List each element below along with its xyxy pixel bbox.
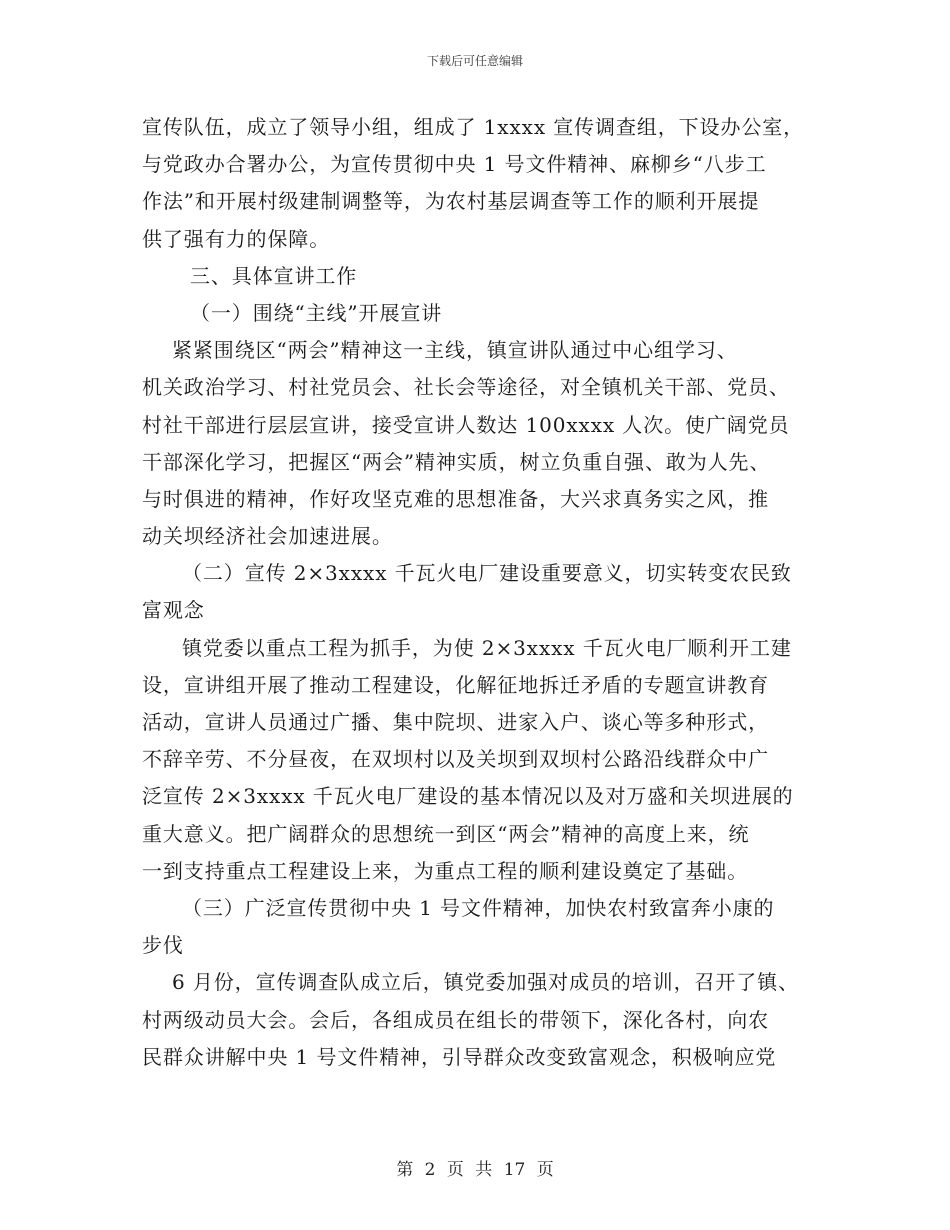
- text-line: 动关坝经济社会加速进展。: [142, 524, 393, 549]
- text-line: 与时俱进的精神，作好攻坚克难的思想准备，大兴求真务实之风，推: [142, 486, 769, 511]
- text-line: 与党政办合署办公，为宣传贯彻中央 1 号文件精神、麻柳乡“八步工: [142, 152, 767, 177]
- page-header-note: 下载后可任意编辑: [426, 54, 523, 68]
- text-line: 泛宣传 2×3xxxx 千瓦火电厂建设的基本情况以及对万盛和关坝进展的: [142, 784, 794, 809]
- text-line: 紧紧围绕区“两会”精神这一主线，镇宣讲队通过中心组学习、: [172, 338, 738, 363]
- text-line: 干部深化学习，把握区“两会”精神实质，树立负重自强、敢为人先、: [142, 449, 771, 474]
- text-line: 不辞辛劳、不分昼夜，在双坝村以及关坝到双坝村公路沿线群众中广: [142, 747, 769, 772]
- text-line: 机关政治学习、村社党员会、社长会等途径，对全镇机关干部、党员、: [142, 375, 790, 400]
- text-line: 6 月份，宣传调查队成立后，镇党委加强对成员的培训，召开了镇、: [172, 970, 799, 995]
- section-heading: 三、具体宣讲工作: [190, 263, 358, 288]
- text-line: 镇党委以重点工程为抓手，为使 2×3xxxx 千瓦火电厂顺利开工建: [182, 635, 792, 660]
- text-line: 作法”和开展村级建制调整等，为农村基层调查等工作的顺利开展提: [142, 189, 760, 214]
- text-line: 民群众讲解中央 1 号文件精神，引导群众改变致富观念，积极响应党: [142, 1044, 777, 1069]
- text-line: 供了强有力的保障。: [142, 226, 331, 251]
- subsection-heading-cont: 步伐: [142, 933, 184, 958]
- text-line: 村社干部进行层层宣讲，接受宣讲人数达 100xxxx 人次。使广阔党员: [142, 412, 790, 437]
- text-line: 宣传队伍，成立了领导小组，组成了 1xxxx 宣传调查组，下设办公室，: [142, 115, 805, 139]
- subsection-heading: （二）宣传 2×3xxxx 千瓦火电厂建设重要意义，切实转变农民致: [182, 561, 792, 586]
- text-line: 一到支持重点工程建设上来，为重点工程的顺利建设奠定了基础。: [142, 858, 749, 883]
- text-line: 设，宣讲组开展了推动工程建设，化解征地拆迁矛盾的专题宣讲教育: [142, 672, 769, 697]
- text-line: 重大意义。把广阔群众的思想统一到区“两会”精神的高度上来，统: [142, 821, 750, 846]
- page-number-footer: 第 2 页 共 17 页: [396, 1160, 554, 1180]
- text-line: 村两级动员大会。会后，各组成员在组长的带领下，深化各村，向农: [142, 1007, 769, 1032]
- subsection-heading: （一）围绕“主线”开展宣讲: [190, 300, 443, 325]
- subsection-heading: （三）广泛宣传贯彻中央 1 号文件精神，加快农村致富奔小康的: [182, 895, 775, 920]
- document-body: [142, 109, 812, 1076]
- text-line: 活动，宣讲人员通过广播、集中院坝、进家入户、谈心等多种形式，: [142, 710, 769, 734]
- subsection-heading-cont: 富观念: [142, 598, 205, 623]
